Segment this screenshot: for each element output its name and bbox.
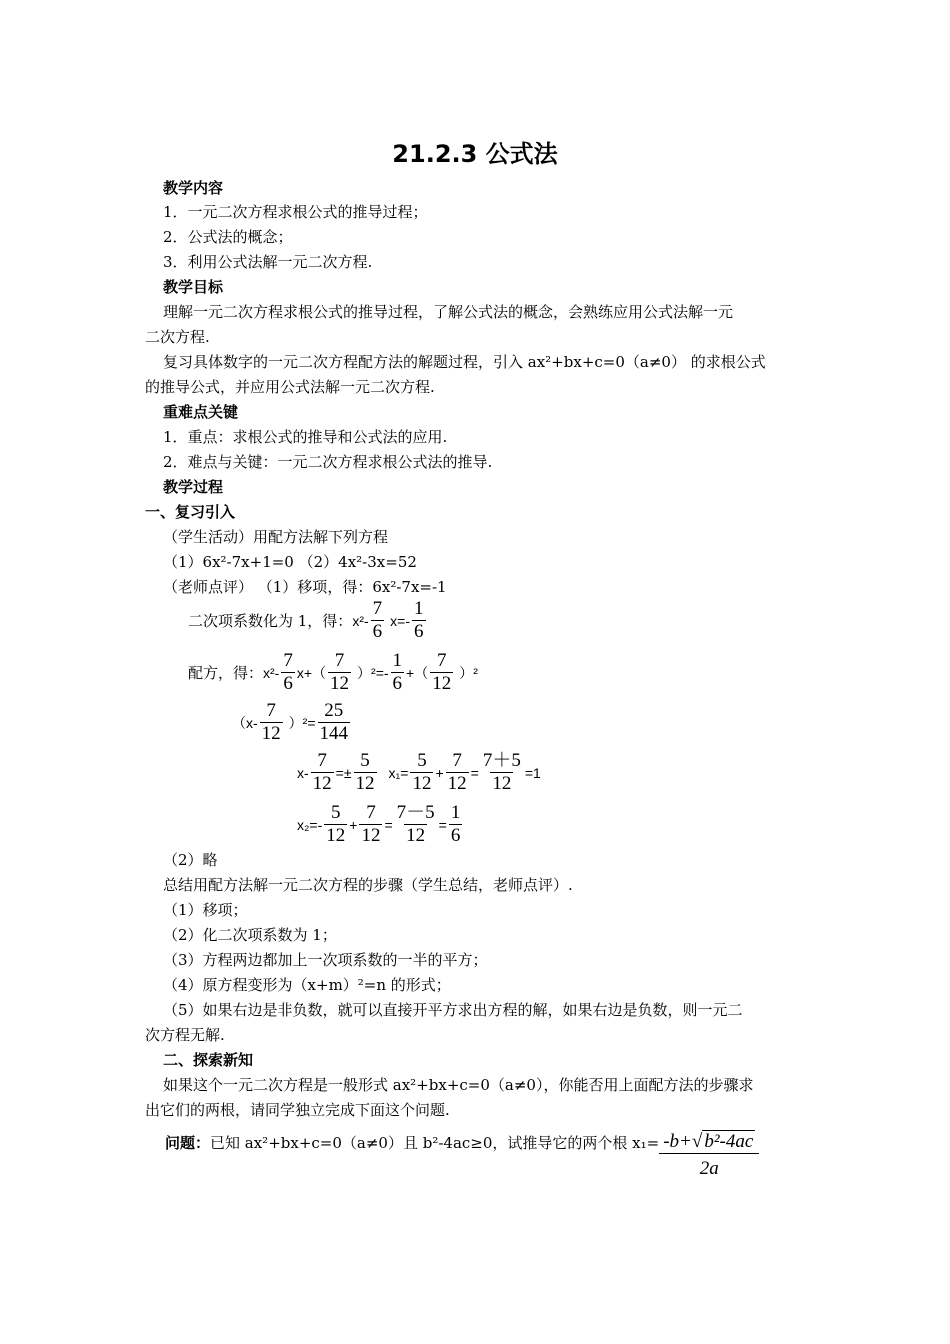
- fraction-7plus5-12: $\frac{7+5}{12}$: [482, 750, 521, 794]
- page-title: 21.2.3 公式法: [392, 140, 558, 168]
- fraction-7-6: 7 6: [283, 650, 293, 694]
- section-heading-process: 教学过程: [163, 478, 224, 496]
- fraction-1-6: 1 6: [392, 650, 403, 694]
- part2-heading: 二、探索新知: [163, 1051, 254, 1069]
- fraction-5-12: $\frac{5}{12}$: [355, 750, 375, 794]
- fraction-5-12: $\frac{5}{12}$: [412, 750, 432, 794]
- part2-omitted: （2）略: [163, 851, 218, 869]
- fraction-25-144: $\frac{25}{144}$: [319, 700, 349, 744]
- fraction-1-6: 1 6: [414, 598, 424, 642]
- problem-label: 问题：: [165, 1134, 211, 1152]
- goal-paragraph-2-line-2: 的推导公式，并应用公式法解一元二次方程.: [145, 378, 435, 396]
- summary-step: （2）化二次项系数为 1；: [163, 926, 337, 944]
- derivation-step-2: 配方，得： x²- 7 6 x+（ 7 12 ）²=- 1 6 +（ 7 12 ）²: [188, 650, 478, 694]
- content-item: 1．一元二次方程求根公式的推导过程；: [163, 203, 428, 221]
- section-heading-key: 重难点关键: [163, 403, 239, 421]
- fraction-7-6: 7 6: [372, 598, 383, 642]
- fraction-7minus5-12: $\frac{7-5}{12}$: [396, 802, 435, 846]
- summary-step: （3）方程两边都加上一次项系数的一半的平方；: [163, 951, 488, 969]
- part1-heading: 一、复习引入: [145, 503, 236, 521]
- key-item: 1．重点：求根公式的推导和公式法的应用.: [163, 428, 448, 446]
- goal-paragraph-2-line-1: 复习具体数字的一元二次方程配方法的解题过程，引入 ax²+bx+c=0（a≠0） 的求根公式: [163, 353, 766, 371]
- derivation-step-5: x₂=- 5 12 + $\frac{7}{12}$ = $\frac{7-5}{12}$ = $\frac{1}{6}$: [297, 802, 461, 846]
- section-heading-content: 教学内容: [163, 179, 224, 197]
- goal-paragraph-1-line-1: 理解一元二次方程求根公式的推导过程，了解公式法的概念，会熟练应用公式法解一元: [163, 303, 734, 321]
- content-item: 3．利用公式法解一元二次方程.: [163, 253, 373, 271]
- fraction-5-12: 5 12: [326, 802, 346, 846]
- goal-paragraph-1-line-2: 二次方程.: [145, 328, 210, 346]
- fraction-7-12: $\frac{7}{12}$: [312, 750, 332, 794]
- derivation-step-3: （x- 7 12 ）²= $\frac{25}{144}$: [232, 700, 349, 744]
- fraction-7-12: $\frac{7}{12}$: [361, 802, 381, 846]
- key-item: 2．难点与关键：一元二次方程求根公式法的推导.: [163, 453, 493, 471]
- content-item: 2．公式法的概念；: [163, 228, 293, 246]
- derivation-step-1: 二次项系数化为 1，得： x²- 7 6 x=- 1 6: [188, 598, 424, 642]
- summary-step-5-line-2: 次方程无解.: [145, 1026, 225, 1044]
- fraction-7-12: 7 12: [330, 650, 350, 694]
- section-heading-goal: 教学目标: [163, 278, 224, 296]
- problem-text: 已知 ax²+bx+c=0（a≠0）且 b²-4ac≥0，试推导它的两个根 x₁=: [210, 1134, 660, 1152]
- summary-step: （1）移项；: [163, 901, 248, 919]
- explore-paragraph-line-1: 如果这个一元二次方程是一般形式 ax²+bx+c=0（a≠0），你能否用上面配方法的步骤求: [163, 1076, 754, 1094]
- fraction-1-6: $\frac{1}{6}$: [450, 802, 461, 846]
- fraction-7-12: 7 12: [432, 650, 452, 694]
- student-activity: （学生活动）用配方法解下列方程: [163, 528, 389, 546]
- summary-intro: 总结用配方法解一元二次方程的步骤（学生总结，老师点评）.: [163, 876, 573, 894]
- root-formula: $\frac{\text{-b+√ b²-4ac}}{2a}$: [661, 1130, 757, 1180]
- practice-equations: （1）6x²-7x+1=0 （2）4x²-3x=52: [163, 553, 417, 571]
- summary-step-5-line-1: （5）如果右边是非负数，就可以直接开平方求出方程的解，如果右边是负数，则一元二: [163, 1001, 743, 1019]
- explore-paragraph-line-2: 出它们的两根，请同学独立完成下面这个问题.: [145, 1101, 450, 1119]
- teacher-review: （老师点评） （1）移项，得：6x²-7x=-1: [163, 578, 447, 596]
- summary-step: （4）原方程变形为（x+m）²=n 的形式；: [163, 976, 451, 994]
- derivation-step-4: x- $\frac{7}{12}$ =± $\frac{5}{12}$ x₁= $\frac{5}{12}$ + $\frac{7}{12}$ = $\frac{7+5}{12}$ =1: [297, 750, 541, 794]
- fraction-7-12: $\frac{7}{12}$: [447, 750, 467, 794]
- step1-label: 二次项系数化为 1，得：: [188, 612, 353, 630]
- problem-statement: [165, 1132, 759, 1180]
- step2-label: 配方，得：: [188, 664, 264, 682]
- fraction-7-12: 7 12: [261, 700, 281, 744]
